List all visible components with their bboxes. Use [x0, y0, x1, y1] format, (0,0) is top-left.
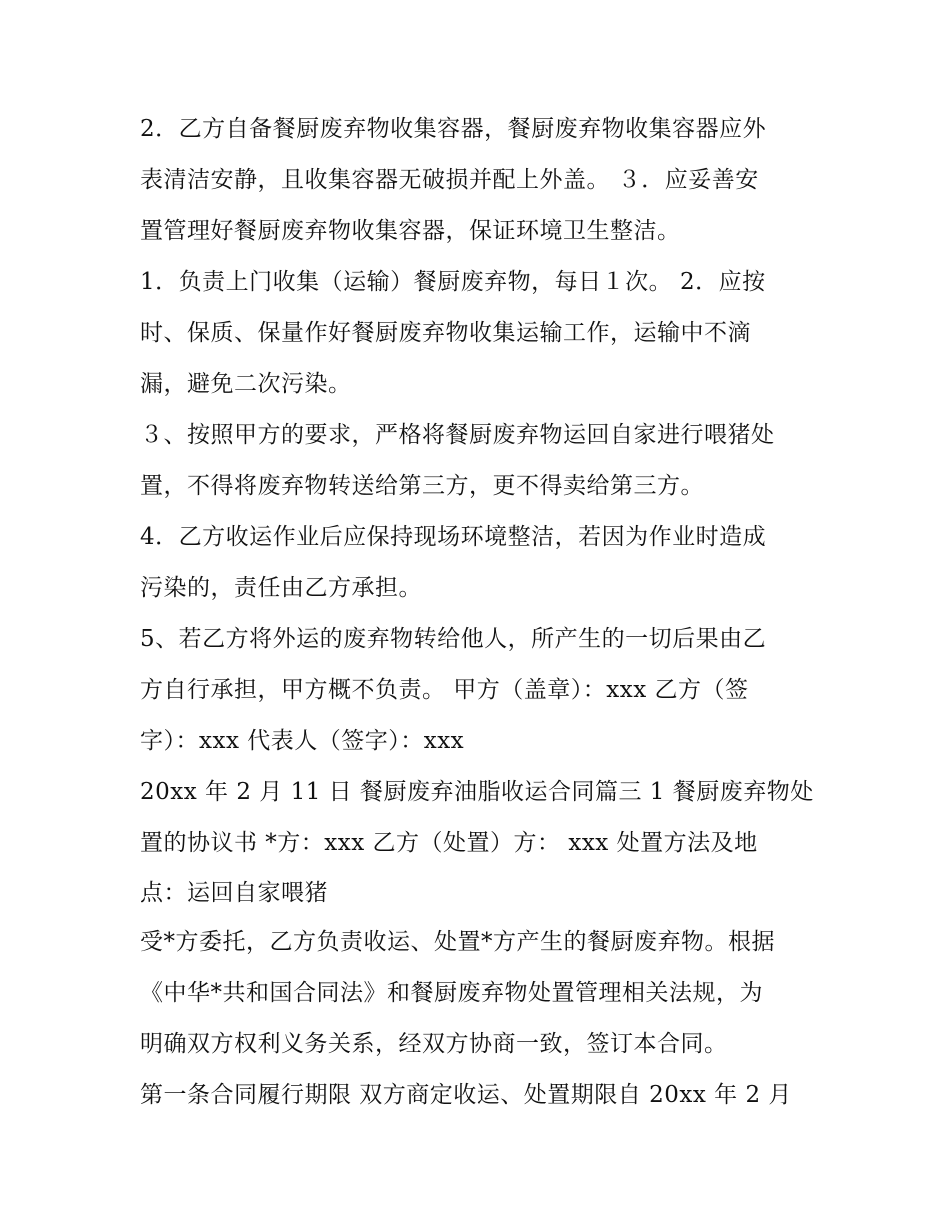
text-line: 明确双方权利义务关系，经双方协商一致，签订本合同。: [140, 1031, 728, 1057]
text-line: 《中华*共和国合同法》和餐厨废弃物处置管理相关法规，为: [140, 980, 763, 1006]
text-line: 1．负责上门收集（运输）餐厨废弃物，每日１次。 2．应按: [140, 269, 766, 295]
text-line: 置，不得将废弃物转送给第三方，更不得卖给第三方。: [140, 473, 704, 499]
text-line: 4．乙方收运作业后应保持现场环境整洁，若因为作业时造成: [140, 524, 767, 550]
text-line: 2．乙方自备餐厨废弃物收集容器，餐厨废弃物收集容器应外: [140, 116, 767, 142]
text-line: 5、若乙方将外运的废弃物转给他人，所产生的一切后果由乙: [140, 626, 767, 652]
text-line: 字）：xxx 代表人（签字）：xxx: [140, 728, 465, 754]
document-body: [140, 104, 820, 1121]
text-line: 时、保质、保量作好餐厨废弃物收集运输工作，运输中不滴: [140, 320, 751, 346]
text-line: 置的协议书 *方：xxx 乙方（处置）方： xxx 处置方法及地: [140, 830, 758, 856]
text-line: 受*方委托，乙方负责收运、处置*方产生的餐厨废弃物。根据: [140, 929, 775, 955]
text-line: 第一条合同履行期限 双方商定收运、处置期限自 20xx 年 2 月: [140, 1082, 792, 1108]
text-line: 表清洁安静，且收集容器无破损并配上外盖。 ３．应妥善安: [140, 167, 759, 193]
text-line: 点：运回自家喂猪: [140, 880, 328, 906]
text-line: 20xx 年 2 月 11 日 餐厨废弃油脂收运合同篇三 1 餐厨废弃物处: [140, 779, 814, 805]
text-line: 漏，避免二次污染。: [140, 371, 352, 397]
text-line: ３、按照甲方的要求，严格将餐厨废弃物运回自家进行喂猪处: [140, 422, 775, 448]
text-line: 污染的，责任由乙方承担。: [140, 575, 422, 601]
text-line: 方自行承担，甲方概不负责。 甲方（盖章）：xxx 乙方（签: [140, 677, 749, 703]
text-line: 置管理好餐厨废弃物收集容器，保证环境卫生整洁。: [140, 218, 681, 244]
